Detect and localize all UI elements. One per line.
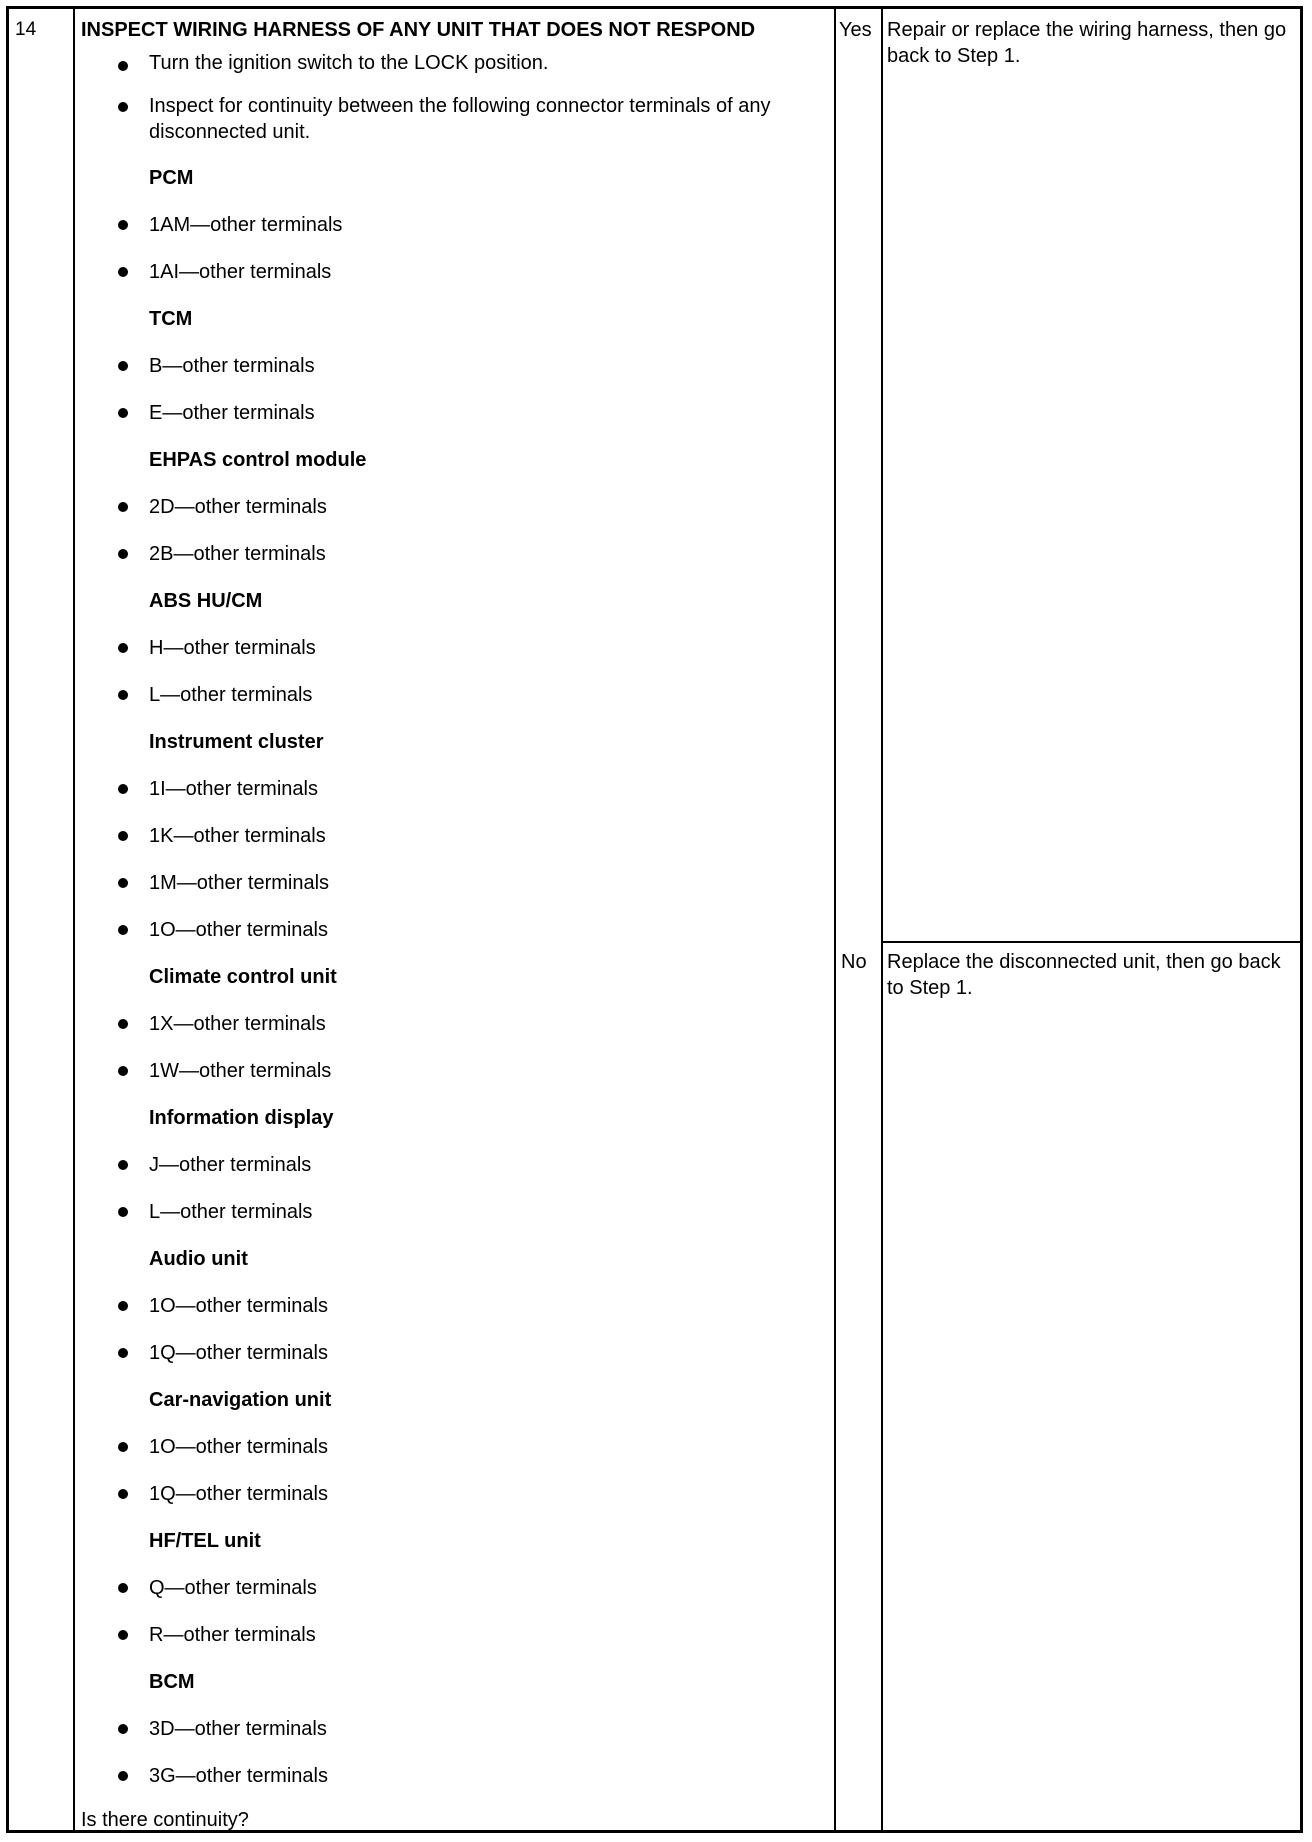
- terminal-text: H—other terminals: [149, 637, 316, 659]
- terminal-text: 1K—other terminals: [149, 825, 326, 847]
- terminal-item: [81, 1706, 826, 1753]
- terminal-item: [81, 1424, 826, 1471]
- bullet-icon: [118, 925, 128, 935]
- no-label: No: [841, 951, 867, 973]
- diagnostic-step-table: [6, 6, 1303, 1833]
- bullet-icon: [118, 1019, 128, 1029]
- bullet-icon: [118, 1301, 128, 1311]
- bullet-icon: [118, 1489, 128, 1499]
- terminal-item: [81, 860, 826, 907]
- instruction-list: [81, 43, 826, 1800]
- terminal-text: 3G—other terminals: [149, 1765, 328, 1787]
- bullet-icon: [118, 1442, 128, 1452]
- bullet-icon: [118, 1630, 128, 1640]
- bullet-icon: [118, 502, 128, 512]
- terminal-text: 2D—other terminals: [149, 496, 327, 518]
- unit-heading: HF/TEL unit: [149, 1530, 261, 1552]
- terminal-item: [81, 1283, 826, 1330]
- step-description: [81, 17, 826, 1800]
- terminal-item: [81, 1471, 826, 1518]
- instruction-text: Inspect for continuity between the following connector terminals of any disconnected unit.: [149, 95, 771, 143]
- terminal-text: L—other terminals: [149, 684, 313, 706]
- terminal-text: 1I—other terminals: [149, 778, 318, 800]
- bullet-icon: [118, 1348, 128, 1358]
- bullet-icon: [118, 690, 128, 700]
- terminal-item: [81, 1565, 826, 1612]
- terminal-text: 1X—other terminals: [149, 1013, 326, 1035]
- terminal-item: [81, 249, 826, 296]
- terminal-text: 1Q—other terminals: [149, 1342, 328, 1364]
- step-number: 14: [15, 19, 37, 40]
- bullet-icon: [118, 831, 128, 841]
- unit-heading: EHPAS control module: [149, 449, 367, 471]
- bullet-icon: [118, 102, 128, 112]
- step-title: INSPECT WIRING HARNESS OF ANY UNIT THAT DOES NOT RESPOND: [81, 19, 756, 41]
- bullet-icon: [118, 220, 128, 230]
- column-divider: [73, 9, 75, 1830]
- instruction-text: Turn the ignition switch to the LOCK position.: [149, 52, 549, 74]
- bullet-icon: [118, 267, 128, 277]
- unit-heading: PCM: [149, 167, 194, 189]
- unit-heading: ABS HU/CM: [149, 590, 263, 612]
- terminal-text: L—other terminals: [149, 1201, 313, 1223]
- terminal-item: [81, 813, 826, 860]
- terminal-item: [81, 1048, 826, 1095]
- yes-label: Yes: [839, 19, 872, 41]
- terminal-text: 2B—other terminals: [149, 543, 326, 565]
- terminal-item: [81, 1189, 826, 1236]
- bullet-icon: [118, 1160, 128, 1170]
- terminal-text: 1O—other terminals: [149, 919, 328, 941]
- terminal-item: [81, 766, 826, 813]
- unit-heading: Car-navigation unit: [149, 1389, 332, 1411]
- bullet-icon: [118, 361, 128, 371]
- terminal-text: E—other terminals: [149, 402, 315, 424]
- bullet-icon: [118, 878, 128, 888]
- terminal-item: [81, 907, 826, 954]
- terminal-text: 1Q—other terminals: [149, 1483, 328, 1505]
- yes-action: Repair or replace the wiring harness, then go back to Step 1.: [887, 19, 1287, 67]
- column-divider: [834, 9, 836, 1830]
- terminal-item: [81, 1330, 826, 1377]
- terminal-text: R—other terminals: [149, 1624, 316, 1646]
- bullet-icon: [118, 1771, 128, 1781]
- terminal-item: [81, 343, 826, 390]
- column-divider: [881, 9, 883, 1830]
- terminal-item: [81, 531, 826, 578]
- instruction-item: [81, 83, 826, 155]
- terminal-text: 1AI—other terminals: [149, 261, 332, 283]
- unit-heading: Audio unit: [149, 1248, 248, 1270]
- bullet-icon: [118, 784, 128, 794]
- terminal-item: [81, 1753, 826, 1800]
- unit-heading: Climate control unit: [149, 966, 337, 988]
- terminal-item: [81, 625, 826, 672]
- unit-heading: TCM: [149, 308, 193, 330]
- bullet-icon: [118, 549, 128, 559]
- terminal-item: [81, 1612, 826, 1659]
- bullet-icon: [118, 1207, 128, 1217]
- bullet-icon: [118, 1583, 128, 1593]
- yes-no-divider: [881, 941, 1300, 943]
- terminal-text: 3D—other terminals: [149, 1718, 327, 1740]
- terminal-item: [81, 202, 826, 249]
- terminal-item: [81, 1001, 826, 1048]
- inspection-question: Is there continuity?: [81, 1809, 249, 1831]
- bullet-icon: [118, 408, 128, 418]
- bullet-icon: [118, 643, 128, 653]
- terminal-item: [81, 1142, 826, 1189]
- terminal-text: 1M—other terminals: [149, 872, 330, 894]
- bullet-icon: [118, 1066, 128, 1076]
- bullet-icon: [118, 1724, 128, 1734]
- terminal-text: 1AM—other terminals: [149, 214, 343, 236]
- unit-heading: Information display: [149, 1107, 334, 1129]
- terminal-item: [81, 672, 826, 719]
- unit-heading: Instrument cluster: [149, 731, 324, 753]
- instruction-item: [81, 43, 826, 83]
- terminal-text: 1O—other terminals: [149, 1436, 328, 1458]
- terminal-item: [81, 390, 826, 437]
- terminal-item: [81, 484, 826, 531]
- bullet-icon: [118, 61, 128, 71]
- no-action: Replace the disconnected unit, then go back to Step 1.: [887, 951, 1281, 999]
- terminal-text: B—other terminals: [149, 355, 315, 377]
- terminal-text: J—other terminals: [149, 1154, 312, 1176]
- unit-heading: BCM: [149, 1671, 195, 1693]
- terminal-text: 1W—other terminals: [149, 1060, 332, 1082]
- terminal-text: Q—other terminals: [149, 1577, 317, 1599]
- terminal-text: 1O—other terminals: [149, 1295, 328, 1317]
